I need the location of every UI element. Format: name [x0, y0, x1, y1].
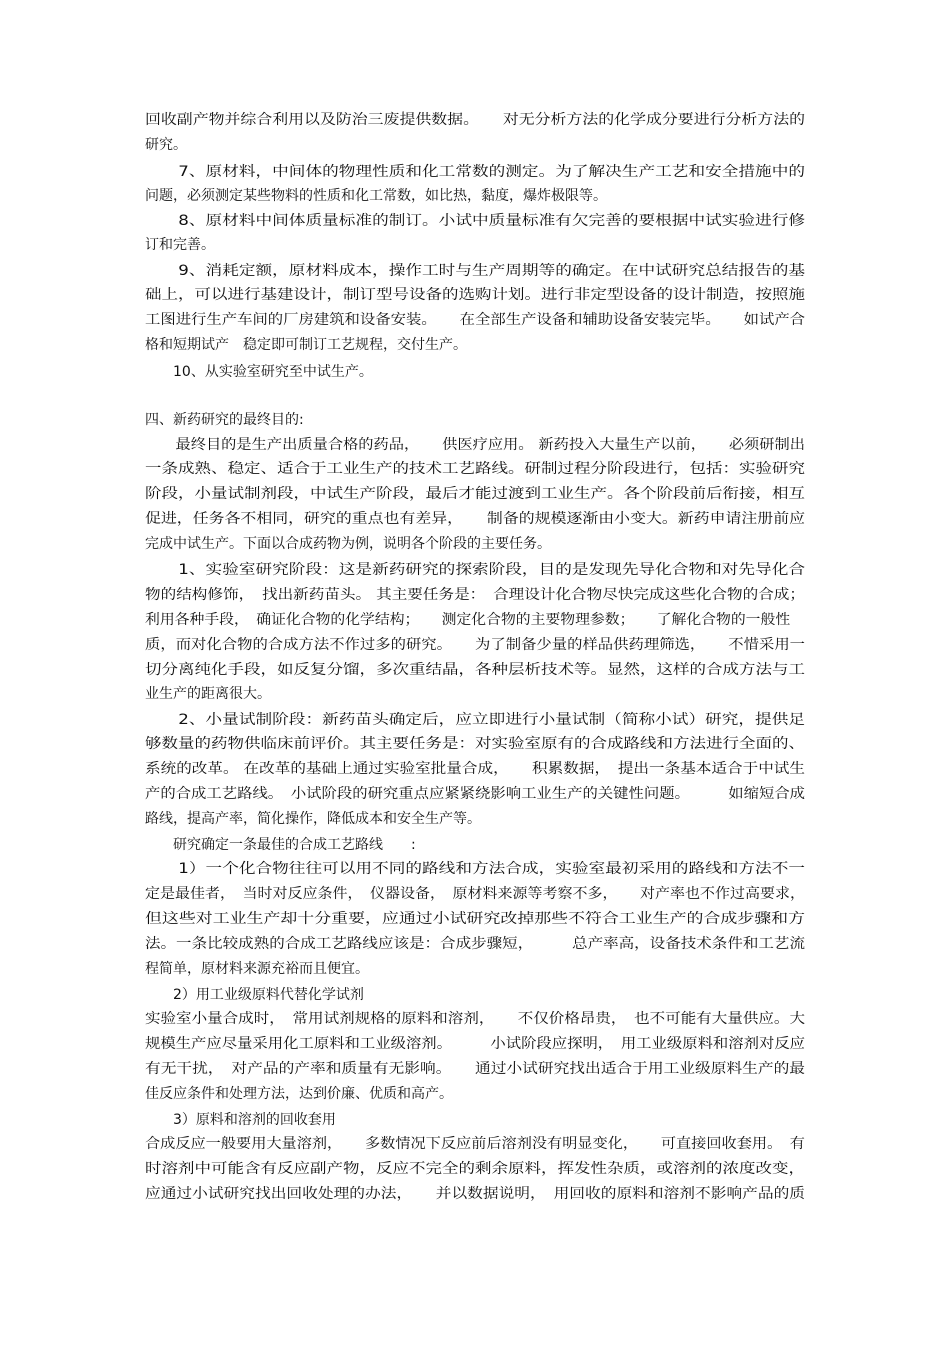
section-heading: 四、新药研究的最终目的: [145, 412, 304, 428]
text-line: 8、原材料中间体质量标准的制订。小试中质量标准有欠完善的要根据中试实验进行修 [145, 213, 806, 229]
text-line: 系统的改革。 在改革的基础上通过实验室批量合成， 积累数据， 提出一条基本适合于中试生 [145, 761, 805, 777]
text-line: 合成反应一般要用大量溶剂， 多数情况下反应前后溶剂没有明显变化， 可直接回收套用。 有 [145, 1136, 805, 1152]
text-line: 础上，可以进行基建设计，制订型号设备的选购计划。进行非定型设备的设计制造，按照施 [145, 287, 806, 303]
text-line: 2）用工业级原料代替化学试剂 [145, 987, 364, 1003]
text-line: 格和短期试产 稳定即可制订工艺规程，交付生产。 [145, 337, 467, 353]
text-line: 切分离纯化手段，如反复分馏，多次重结晶，各种层析技术等。显然，这样的合成方法与工 [145, 662, 806, 678]
text-line: 够数量的药物供临床前评价。其主要任务是：对实验室原有的合成路线和方法进行全面的、 [145, 736, 806, 752]
text-line: 3）原料和溶剂的回收套用 [145, 1112, 336, 1128]
text-line: 一条成熟、稳定、适合于工业生产的技术工艺路线。研制过程分阶段进行，包括：实验研究 [145, 461, 806, 477]
text-line: 完成中试生产。下面以合成药物为例，说明各个阶段的主要任务。 [145, 536, 551, 552]
text-line: 时溶剂中可能含有反应副产物，反应不完全的剩余原料，挥发性杂质，或溶剂的浓度改变， [145, 1161, 806, 1177]
text-line: 9、消耗定额，原材料成本，操作工时与生产周期等的确定。在中试研究总结报告的基 [145, 263, 806, 279]
text-line: 有无干扰， 对产品的产率和质量有无影响。 通过小试研究找出适合于用工业级原料生产的最 [145, 1061, 806, 1077]
text-line: 1、实验室研究阶段：这是新药研究的探索阶段，目的是发现先导化合物和对先导化合 [145, 562, 806, 578]
text-line: 法。一条比较成熟的合成工艺路线应该是：合成步骤短， 总产率高，设备技术条件和工艺流 [145, 936, 805, 952]
text-line: 1）一个化合物往往可以用不同的路线和方法合成，实验室最初采用的路线和方法不一 [145, 861, 806, 877]
text-line: 回收副产物并综合利用以及防治三废提供数据。 对无分析方法的化学成分要进行分析方法的 [145, 112, 806, 128]
text-line: 10、从实验室研究至中试生产。 [145, 364, 373, 380]
text-line: 定是最佳者， 当时对反应条件， 仪器设备， 原材料来源等考察不多， 对产率也不作过高要求， [145, 886, 805, 902]
text-line: 工图进行生产车间的厂房建筑和设备安装。 在全部生产设备和辅助设备安装完毕。 如试产合 [145, 312, 806, 328]
text-line: 程简单，原材料来源充裕而且便宜。 [145, 961, 369, 977]
text-line: 质，而对化合物的合成方法不作过多的研究。 为了制备少量的样品供药理筛选， 不惜采用一 [145, 637, 806, 653]
text-line: 应通过小试研究找出回收处理的办法， 并以数据说明， 用回收的原料和溶剂不影响产品的质 [145, 1186, 806, 1202]
text-line: 利用各种手段， 确证化合物的化学结构； 测定化合物的主要物理参数； 了解化合物的一般性 [145, 612, 791, 628]
text-line: 业生产的距离很大。 [145, 686, 271, 702]
text-line: 佳反应条件和处理方法，达到价廉、优质和高产。 [145, 1086, 453, 1102]
text-line: 规模生产应尽量采用化工原料和工业级溶剂。 小试阶段应探明， 用工业级原料和溶剂对反应 [145, 1036, 806, 1052]
text-line: 订和完善。 [145, 237, 215, 253]
text-line: 2、小量试制阶段：新药苗头确定后，应立即进行小量试制（简称小试）研究，提供足 [145, 712, 806, 728]
text-line: 最终目的是生产出质量合格的药品， 供医疗应用。 新药投入大量生产以前， 必须研制出 [145, 437, 806, 453]
text-line: 研究。 [145, 137, 187, 153]
text-line: 物的结构修饰， 找出新药苗头。 其主要任务是： 合理设计化合物尽快完成这些化合物的合成； [145, 587, 805, 603]
text-line: 产的合成工艺路线。 小试阶段的研究重点应紧紧绕影响工业生产的关键性问题。 如缩短合成 [145, 786, 806, 802]
text-line: 问题，必须测定某些物料的性质和化工常数，如比热，黏度，爆炸极限等。 [145, 188, 607, 204]
text-line: 促进，任务各不相同，研究的重点也有差异， 制备的规模逐渐由小变大。新药申请注册前应 [145, 511, 806, 527]
text-line: 实验室小量合成时， 常用试剂规格的原料和溶剂， 不仅价格昂贵， 也不可能有大量供应。大 [145, 1011, 805, 1027]
text-line: 7、原材料，中间体的物理性质和化工常数的测定。为了解决生产工艺和安全措施中的 [145, 164, 806, 180]
text-line: 但这些对工业生产却十分重要，应通过小试研究改掉那些不符合工业生产的合成步骤和方 [145, 911, 806, 927]
text-line: 研究确定一条最佳的合成工艺路线 : [145, 837, 416, 853]
text-line: 路线，提高产率，简化操作，降低成本和安全生产等。 [145, 811, 481, 827]
text-line: 阶段，小量试制剂段，中试生产阶段，最后才能过渡到工业生产。各个阶段前后衔接，相互 [145, 486, 806, 502]
